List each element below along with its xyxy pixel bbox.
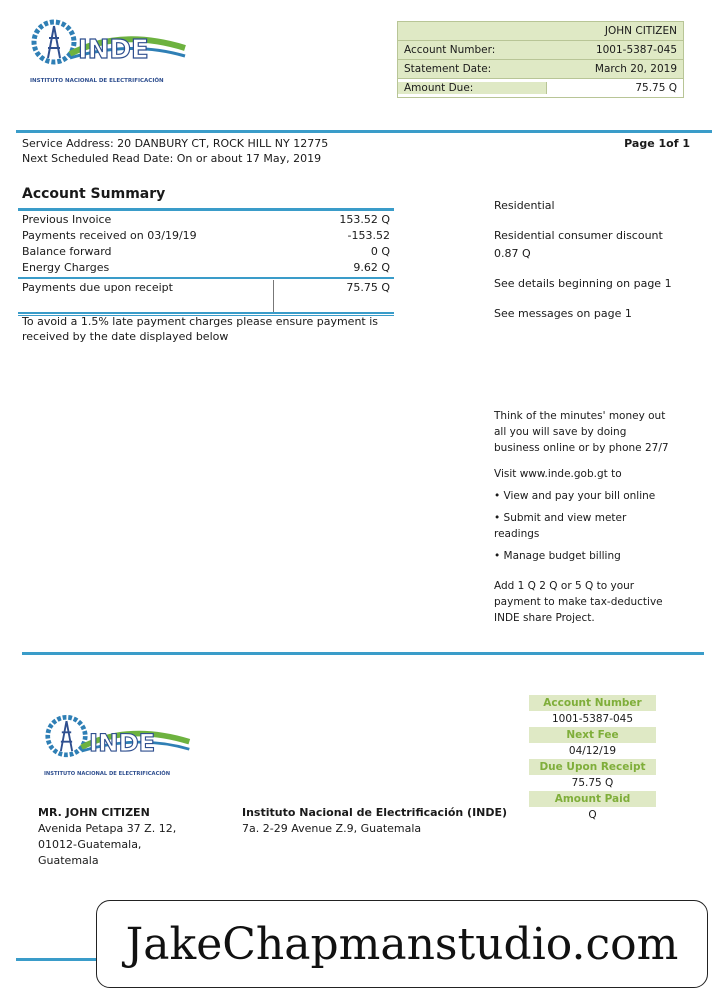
- stub-field-label: Due Upon Receipt: [529, 759, 656, 775]
- stub-logo: [44, 713, 194, 778]
- amount-paid-field[interactable]: Q: [588, 809, 597, 821]
- stub-field-label: Next Fee: [529, 727, 656, 743]
- list-item: • View and pay your bill online: [494, 490, 656, 502]
- account-summary-table: [22, 212, 390, 276]
- watermark-box: [96, 900, 708, 988]
- company-address: Instituto Nacional de Electrificación (INDE) 7a. 2-29 Avenue Z.9, Guatemala: [242, 806, 508, 835]
- total-value: 75.75 Q: [346, 281, 390, 294]
- header-row: Account Number: 1001-5387-045: [397, 41, 684, 60]
- promo-block: [494, 408, 674, 626]
- account-number: 1001-5387-045: [595, 44, 677, 56]
- stub-divider: [22, 652, 704, 655]
- company-name: Instituto Nacional de Electrificación (INDE): [242, 806, 508, 819]
- table-row: Payments received on 03/19/19 -153.52: [22, 229, 390, 242]
- logo-subtitle: INSTITUTO NACIONAL DE ELECTRIFICACIÓN: [44, 771, 171, 777]
- stub-field-label: Amount Paid: [529, 791, 656, 807]
- customer-name: JOHN CITIZEN: [604, 25, 677, 37]
- header-row: Statement Date: March 20, 2019: [397, 60, 684, 79]
- payment-stub-fields: [529, 695, 656, 823]
- page-number: Page 1of 1: [624, 137, 690, 150]
- details-note: See details beginning on page 1: [494, 277, 672, 290]
- stub-due-amount: 75.75 Q: [571, 777, 614, 789]
- donation-text: Add 1 Q 2 Q or 5 Q to your payment to make tax-deductive INDE share Project.: [494, 580, 663, 624]
- visit-text: Visit www.inde.gob.gt to: [494, 468, 622, 480]
- sidebar-info: [494, 198, 684, 322]
- discount-label: Residential consumer discount: [494, 229, 663, 242]
- header-row: Amount Due: 75.75 Q: [397, 79, 684, 98]
- stub-account-number: 1001-5387-045: [551, 713, 634, 725]
- promo-text: Think of the minutes' money out all you will save by doing business online or by phone 27/7: [494, 410, 669, 454]
- inde-logo-icon: [44, 713, 194, 761]
- messages-note: See messages on page 1: [494, 307, 632, 320]
- logo-subtitle: INSTITUTO NACIONAL DE ELECTRIFICACIÓN: [30, 78, 164, 84]
- list-item: • Manage budget billing: [494, 550, 621, 562]
- statement-date: March 20, 2019: [594, 63, 677, 75]
- stub-field-label: Account Number: [529, 695, 656, 711]
- table-row: Energy Charges 9.62 Q: [22, 261, 390, 274]
- summary-top-rule: [18, 208, 394, 211]
- table-row: Previous Invoice 153.52 Q: [22, 213, 390, 226]
- svg-text:INDE: INDE: [78, 35, 149, 65]
- account-summary-title: Account Summary: [22, 186, 166, 202]
- stub-next-fee: 04/12/19: [568, 745, 617, 757]
- watermark-text: JakeChapmanstudio.com: [125, 918, 679, 970]
- customer-name-stub: MR. JOHN CITIZEN: [38, 806, 150, 819]
- service-address: Service Address: 20 DANBURY CT, ROCK HILL NY 12775: [22, 137, 329, 150]
- summary-mid-rule: [18, 277, 394, 279]
- summary-total-row: [22, 280, 390, 310]
- header-divider: [16, 130, 712, 133]
- summary-column-divider: [273, 280, 274, 312]
- inde-logo-icon: [30, 18, 190, 68]
- residential-label: Residential: [494, 199, 555, 212]
- discount-value: 0.87 Q: [494, 247, 531, 260]
- amount-due: 75.75 Q: [635, 82, 677, 94]
- customer-address: MR. JOHN CITIZEN Avenida Petapa 37 Z. 12, 01012-Guatemala, Guatemala: [38, 806, 177, 867]
- total-label: Payments due upon receipt: [22, 281, 173, 294]
- next-read-date: Next Scheduled Read Date: On or about 17 May, 2019: [22, 152, 322, 165]
- account-header-box: [397, 21, 684, 98]
- late-payment-note: To avoid a 1.5% late payment charges please ensure payment is received by the date displayed below: [22, 315, 379, 343]
- list-item: • Submit and view meter readings: [494, 512, 627, 540]
- table-row: Balance forward 0 Q: [22, 245, 390, 258]
- top-logo: [30, 18, 190, 83]
- svg-text:INDE: INDE: [89, 728, 156, 758]
